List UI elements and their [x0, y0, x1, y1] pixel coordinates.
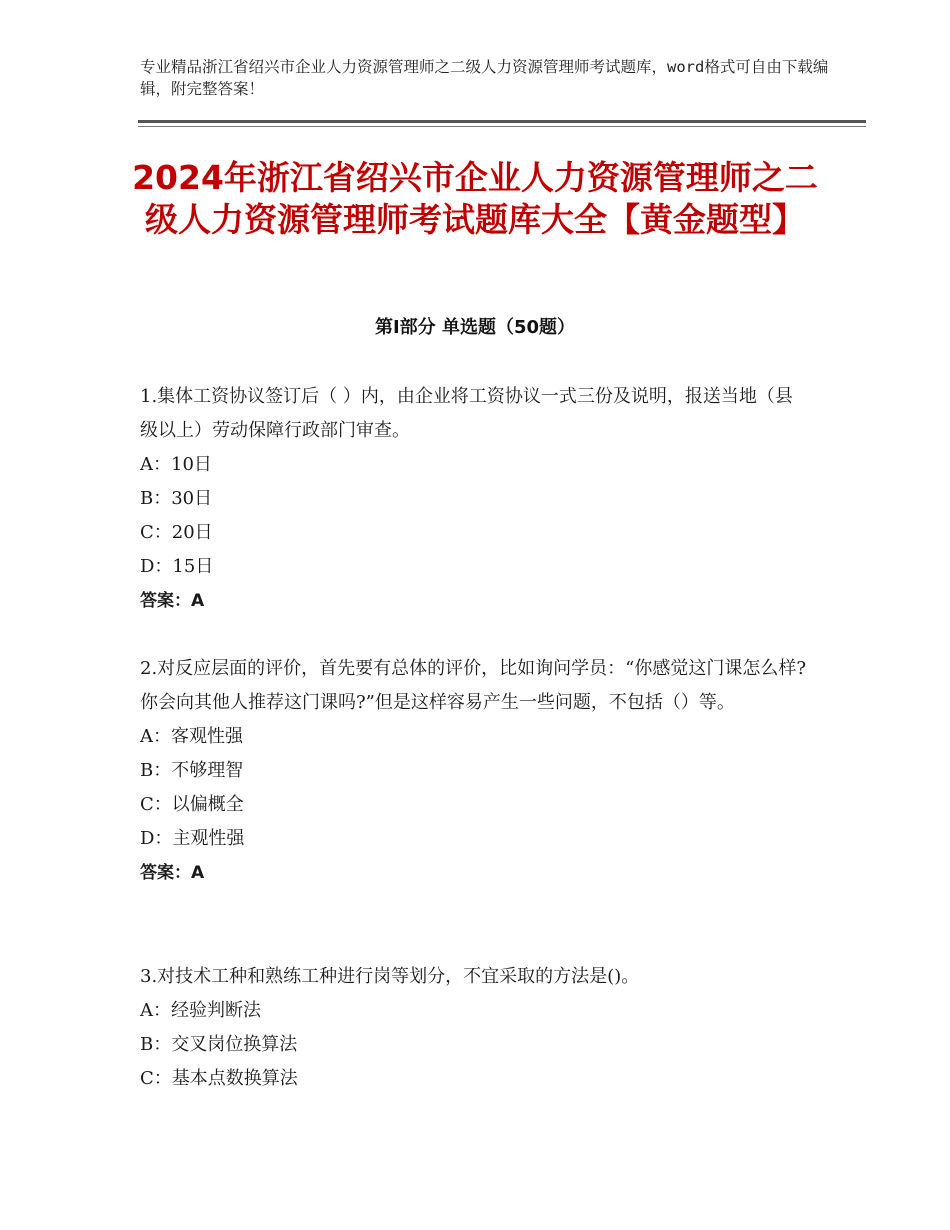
- option-a: A：10日: [140, 454, 212, 475]
- option-b: B：30日: [140, 488, 213, 509]
- question-3: [140, 960, 810, 1096]
- option-d: D：主观性强: [140, 828, 245, 849]
- header-divider-thick: [138, 120, 866, 123]
- header-divider-thin: [138, 126, 866, 127]
- option-a: A：客观性强: [140, 726, 243, 747]
- answer: 答案：A: [140, 863, 205, 883]
- option-c: C：以偏概全: [140, 794, 244, 815]
- option-c: C：基本点数换算法: [140, 1068, 298, 1089]
- question-stem: 2.对反应层面的评价，首先要有总体的评价，比如询问学员：“你感觉这门课怎么样?你会向其他人推荐这门课吗?”但是这样容易产生一些问题，不包括（）等。: [140, 658, 807, 713]
- header-note: 专业精品浙江省绍兴市企业人力资源管理师之二级人力资源管理师考试题库，word格式可自由下载编辑，附完整答案！: [140, 58, 829, 98]
- section-title: 第Ⅰ部分 单选题（50题）: [374, 317, 575, 338]
- document-title: 2024年浙江省绍兴市企业人力资源管理师之二级人力资源管理师考试题库大全【黄金题型】: [132, 158, 818, 239]
- question-stem: 1.集体工资协议签订后（ ）内，由企业将工资协议一式三份及说明，报送当地（县级以上）劳动保障行政部门审查。: [140, 386, 793, 441]
- option-c: C：20日: [140, 522, 213, 543]
- answer: 答案：A: [140, 591, 205, 611]
- option-b: B：不够理智: [140, 760, 244, 781]
- option-d: D：15日: [140, 556, 214, 577]
- question-stem: 3.对技术工种和熟练工种进行岗等划分，不宜采取的方法是()。: [140, 966, 640, 987]
- question-2: [140, 652, 810, 890]
- option-a: A：经验判断法: [140, 1000, 261, 1021]
- question-1: [140, 380, 810, 618]
- option-b: B：交叉岗位换算法: [140, 1034, 298, 1055]
